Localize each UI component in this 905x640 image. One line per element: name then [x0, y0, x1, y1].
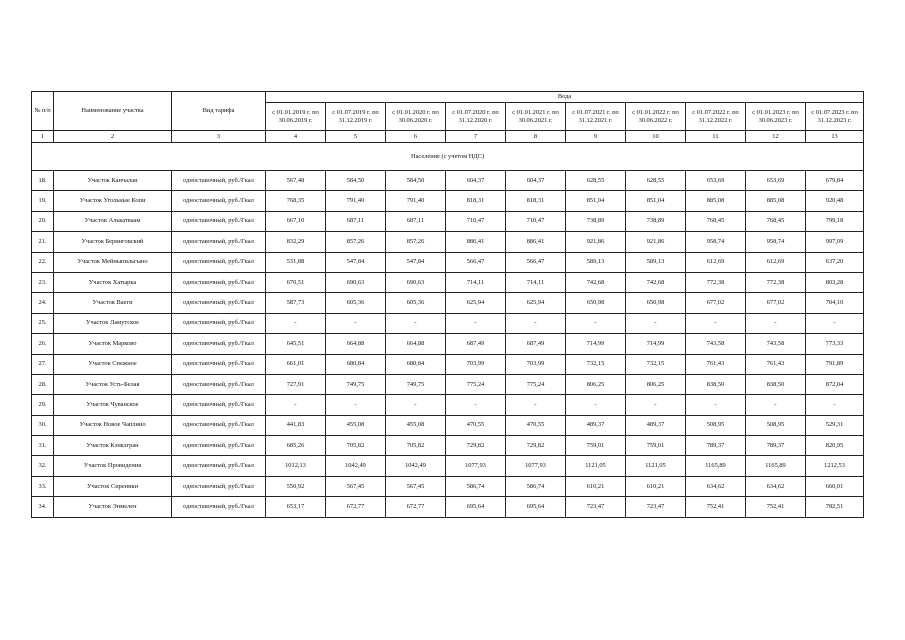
row-value-cell: 958,74 [746, 232, 806, 252]
row-tariff-cell: одноставочный, руб./Гкал [172, 252, 266, 272]
row-value-cell: 1042,49 [326, 456, 386, 476]
row-value-cell: 732,15 [566, 354, 626, 374]
row-value-cell: 714,11 [506, 272, 566, 292]
row-value-cell: 625,94 [446, 293, 506, 313]
header-period: с 01.07.2019 г. по 31.12.2019 г. [326, 103, 386, 131]
row-value-cell: - [326, 313, 386, 333]
row-value-cell: 761,43 [686, 354, 746, 374]
row-tariff-cell: одноставочный, руб./Гкал [172, 497, 266, 517]
column-number: 1 [32, 131, 54, 143]
row-value-cell: 586,74 [446, 476, 506, 496]
header-period: с 01.01.2022 г. по 30.06.2022 г. [626, 103, 686, 131]
column-number: 8 [506, 131, 566, 143]
row-name-cell: Участок Новое Чаплино [54, 415, 172, 435]
row-tariff-cell: одноставочный, руб./Гкал [172, 272, 266, 292]
row-number-cell: 31. [32, 436, 54, 456]
row-tariff-cell: одноставочный, руб./Гкал [172, 334, 266, 354]
row-name-cell: Участок Ваеги [54, 293, 172, 313]
row-value-cell: 886,41 [446, 232, 506, 252]
row-value-cell: 670,51 [266, 272, 326, 292]
row-value-cell: - [806, 395, 864, 415]
row-value-cell: - [446, 395, 506, 415]
row-name-cell: Участок Снежное [54, 354, 172, 374]
row-value-cell: 612,69 [746, 252, 806, 272]
row-value-cell: - [506, 313, 566, 333]
row-value-cell: 587,73 [266, 293, 326, 313]
row-value-cell: 690,63 [326, 272, 386, 292]
table-row [32, 272, 864, 292]
row-value-cell: 749,75 [326, 374, 386, 394]
row-value-cell: 714,99 [566, 334, 626, 354]
row-number-cell: 34. [32, 497, 54, 517]
row-value-cell: 997,09 [806, 232, 864, 252]
row-value-cell: 789,37 [686, 436, 746, 456]
row-value-cell: 1077,93 [446, 456, 506, 476]
row-value-cell: 687,49 [446, 334, 506, 354]
column-number: 12 [746, 131, 806, 143]
row-value-cell: 768,35 [266, 191, 326, 211]
row-value-cell: 508,95 [746, 415, 806, 435]
row-value-cell: 921,86 [626, 232, 686, 252]
row-number-cell: 30. [32, 415, 54, 435]
row-value-cell: 687,11 [326, 211, 386, 231]
row-value-cell: 664,88 [386, 334, 446, 354]
header-num: № п/п [32, 92, 54, 131]
row-number-cell: 29. [32, 395, 54, 415]
tariff-table [31, 91, 864, 518]
row-value-cell: 838,50 [686, 374, 746, 394]
row-value-cell: 584,50 [326, 171, 386, 191]
row-value-cell: 650,98 [626, 293, 686, 313]
row-value-cell: 690,63 [386, 272, 446, 292]
row-value-cell: 687,11 [386, 211, 446, 231]
row-value-cell: 885,08 [746, 191, 806, 211]
row-tariff-cell: одноставочный, руб./Гкал [172, 456, 266, 476]
row-name-cell: Участок Алькатваам [54, 211, 172, 231]
row-value-cell: 705,82 [386, 436, 446, 456]
row-value-cell: - [386, 313, 446, 333]
row-tariff-cell: одноставочный, руб./Гкал [172, 232, 266, 252]
row-value-cell: - [266, 313, 326, 333]
row-value-cell: 567,48 [266, 171, 326, 191]
row-value-cell: 851,04 [626, 191, 686, 211]
row-value-cell: 455,08 [326, 415, 386, 435]
row-value-cell: 610,21 [566, 476, 626, 496]
row-value-cell: 752,41 [746, 497, 806, 517]
row-value-cell: 645,51 [266, 334, 326, 354]
row-value-cell: 667,10 [266, 211, 326, 231]
row-value-cell: - [686, 395, 746, 415]
row-value-cell: 567,45 [326, 476, 386, 496]
row-value-cell: 710,47 [446, 211, 506, 231]
row-value-cell: - [266, 395, 326, 415]
row-value-cell: 610,21 [626, 476, 686, 496]
row-value-cell: 584,50 [386, 171, 446, 191]
row-value-cell: 727,91 [266, 374, 326, 394]
table-row [32, 293, 864, 313]
row-value-cell: 851,04 [566, 191, 626, 211]
row-number-cell: 28. [32, 374, 54, 394]
row-value-cell: - [746, 313, 806, 333]
row-value-cell: 791,89 [806, 354, 864, 374]
row-value-cell: 589,13 [626, 252, 686, 272]
row-tariff-cell: одноставочный, руб./Гкал [172, 476, 266, 496]
row-value-cell: 634,62 [686, 476, 746, 496]
row-tariff-cell: одноставочный, руб./Гкал [172, 354, 266, 374]
row-name-cell: Участок Сиреники [54, 476, 172, 496]
column-number: 6 [386, 131, 446, 143]
row-value-cell: 806,25 [626, 374, 686, 394]
row-value-cell: - [806, 313, 864, 333]
row-value-cell: 886,41 [506, 232, 566, 252]
row-value-cell: 664,88 [326, 334, 386, 354]
table-row [32, 334, 864, 354]
row-name-cell: Участок Провидения [54, 456, 172, 476]
row-value-cell: 818,31 [506, 191, 566, 211]
row-value-cell: 729,82 [446, 436, 506, 456]
row-value-cell: 723,47 [626, 497, 686, 517]
row-name-cell: Участок Ламутское [54, 313, 172, 333]
row-value-cell: 589,13 [566, 252, 626, 272]
row-value-cell: 1121,05 [566, 456, 626, 476]
row-value-cell: 772,38 [746, 272, 806, 292]
row-value-cell: 677,02 [686, 293, 746, 313]
row-number-cell: 24. [32, 293, 54, 313]
row-value-cell: 470,55 [446, 415, 506, 435]
row-number-cell: 25. [32, 313, 54, 333]
row-name-cell: Участок Чуванское [54, 395, 172, 415]
row-number-cell: 22. [32, 252, 54, 272]
row-value-cell: 529,31 [806, 415, 864, 435]
row-value-cell: 531,88 [266, 252, 326, 272]
row-value-cell: 653,17 [266, 497, 326, 517]
row-number-cell: 20. [32, 211, 54, 231]
row-value-cell: - [686, 313, 746, 333]
header-tariff: Вид тарифа [172, 92, 266, 131]
row-number-cell: 32. [32, 456, 54, 476]
row-value-cell: 650,98 [566, 293, 626, 313]
row-value-cell: 679,84 [806, 171, 864, 191]
row-value-cell: 441,83 [266, 415, 326, 435]
row-value-cell: - [506, 395, 566, 415]
row-number-cell: 19. [32, 191, 54, 211]
header-period: с 01.01.2023 г. по 30.06.2023 г. [746, 103, 806, 131]
row-value-cell: 738,89 [626, 211, 686, 231]
row-value-cell: 885,08 [686, 191, 746, 211]
row-name-cell: Участок Канчалан [54, 171, 172, 191]
row-value-cell: 782,51 [806, 497, 864, 517]
row-value-cell: 680,84 [386, 354, 446, 374]
row-value-cell: 752,41 [686, 497, 746, 517]
row-value-cell: 791,40 [386, 191, 446, 211]
row-tariff-cell: одноставочный, руб./Гкал [172, 395, 266, 415]
table-row [32, 476, 864, 496]
table-row [32, 252, 864, 272]
row-value-cell: 714,99 [626, 334, 686, 354]
row-value-cell: 677,02 [746, 293, 806, 313]
row-value-cell: 743,58 [746, 334, 806, 354]
row-value-cell: 489,37 [566, 415, 626, 435]
row-number-cell: 23. [32, 272, 54, 292]
row-name-cell: Участок Угольные Копи [54, 191, 172, 211]
row-value-cell: 547,84 [386, 252, 446, 272]
row-value-cell: - [746, 395, 806, 415]
row-value-cell: 872,04 [806, 374, 864, 394]
column-number: 10 [626, 131, 686, 143]
row-name-cell: Участок Энмелен [54, 497, 172, 517]
row-value-cell: 832,29 [266, 232, 326, 252]
row-value-cell: 958,74 [686, 232, 746, 252]
row-tariff-cell: одноставочный, руб./Гкал [172, 293, 266, 313]
row-value-cell: 628,55 [626, 171, 686, 191]
row-value-cell: 1077,93 [506, 456, 566, 476]
row-number-cell: 26. [32, 334, 54, 354]
row-value-cell: 806,25 [566, 374, 626, 394]
table-row [32, 191, 864, 211]
row-number-cell: 18. [32, 171, 54, 191]
row-value-cell: 1165,89 [686, 456, 746, 476]
column-number: 2 [54, 131, 172, 143]
row-value-cell: 489,37 [626, 415, 686, 435]
row-value-cell: 567,45 [386, 476, 446, 496]
column-number: 13 [806, 131, 864, 143]
row-value-cell: 685,26 [266, 436, 326, 456]
row-value-cell: - [446, 313, 506, 333]
table-row [32, 374, 864, 394]
header-period: с 01.01.2021 г. по 30.06.2021 г. [506, 103, 566, 131]
row-value-cell: - [386, 395, 446, 415]
column-number: 9 [566, 131, 626, 143]
row-value-cell: 789,37 [746, 436, 806, 456]
row-value-cell: 857,26 [386, 232, 446, 252]
header-name: Наименование участка [54, 92, 172, 131]
tariff-document [31, 91, 863, 518]
row-value-cell: 625,94 [506, 293, 566, 313]
row-value-cell: 838,50 [746, 374, 806, 394]
row-value-cell: 547,84 [326, 252, 386, 272]
row-value-cell: 772,38 [686, 272, 746, 292]
row-value-cell: 857,26 [326, 232, 386, 252]
row-name-cell: Участок Беринговский [54, 232, 172, 252]
header-period: с 01.07.2022 г. по 31.12.2022 г. [686, 103, 746, 131]
row-tariff-cell: одноставочный, руб./Гкал [172, 415, 266, 435]
row-value-cell: 566,47 [506, 252, 566, 272]
row-value-cell: 604,37 [446, 171, 506, 191]
row-value-cell: 742,68 [566, 272, 626, 292]
row-value-cell: 729,82 [506, 436, 566, 456]
row-number-cell: 21. [32, 232, 54, 252]
row-value-cell: - [566, 395, 626, 415]
row-value-cell: 586,74 [506, 476, 566, 496]
row-value-cell: 759,01 [566, 436, 626, 456]
row-value-cell: 791,40 [326, 191, 386, 211]
table-row [32, 436, 864, 456]
row-value-cell: 775,24 [506, 374, 566, 394]
row-value-cell: 653,69 [686, 171, 746, 191]
row-value-cell: 704,10 [806, 293, 864, 313]
row-value-cell: 818,31 [446, 191, 506, 211]
table-row [32, 313, 864, 333]
row-value-cell: 714,11 [446, 272, 506, 292]
row-value-cell: 710,47 [506, 211, 566, 231]
column-number: 5 [326, 131, 386, 143]
row-tariff-cell: одноставочный, руб./Гкал [172, 436, 266, 456]
row-value-cell: 672,77 [386, 497, 446, 517]
row-value-cell: 703,99 [506, 354, 566, 374]
row-tariff-cell: одноставочный, руб./Гкал [172, 171, 266, 191]
row-value-cell: 773,33 [806, 334, 864, 354]
row-value-cell: 566,47 [446, 252, 506, 272]
row-value-cell: 661,01 [266, 354, 326, 374]
row-value-cell: 628,55 [566, 171, 626, 191]
row-value-cell: 1121,05 [626, 456, 686, 476]
row-value-cell: 470,55 [506, 415, 566, 435]
header-group-water: Вода [266, 92, 864, 103]
header-period: с 01.07.2020 г. по 31.12.2020 г. [446, 103, 506, 131]
row-value-cell: 1042,49 [386, 456, 446, 476]
row-value-cell: 738,89 [566, 211, 626, 231]
row-value-cell: - [566, 313, 626, 333]
column-number: 7 [446, 131, 506, 143]
row-value-cell: 1165,89 [746, 456, 806, 476]
row-value-cell: 695,64 [446, 497, 506, 517]
table-row [32, 456, 864, 476]
row-value-cell: 759,01 [626, 436, 686, 456]
row-name-cell: Участок Мейныпильгыно [54, 252, 172, 272]
row-tariff-cell: одноставочный, руб./Гкал [172, 211, 266, 231]
row-value-cell: 743,58 [686, 334, 746, 354]
row-value-cell: 653,69 [746, 171, 806, 191]
header-period: с 01.01.2019 г. по 30.06.2019 г. [266, 103, 326, 131]
table-row [32, 171, 864, 191]
row-value-cell: 732,15 [626, 354, 686, 374]
row-value-cell: - [626, 313, 686, 333]
column-number: 4 [266, 131, 326, 143]
row-value-cell: - [326, 395, 386, 415]
row-value-cell: 768,45 [746, 211, 806, 231]
row-value-cell: 605,36 [326, 293, 386, 313]
row-value-cell: 749,75 [386, 374, 446, 394]
column-number: 3 [172, 131, 266, 143]
row-value-cell: 455,08 [386, 415, 446, 435]
row-number-cell: 33. [32, 476, 54, 496]
row-value-cell: 742,68 [626, 272, 686, 292]
row-value-cell: 680,84 [326, 354, 386, 374]
row-value-cell: - [626, 395, 686, 415]
row-value-cell: 768,45 [686, 211, 746, 231]
row-tariff-cell: одноставочный, руб./Гкал [172, 374, 266, 394]
section-label: Население (с учетом НДС) [32, 143, 864, 171]
row-value-cell: 687,49 [506, 334, 566, 354]
row-value-cell: 820,95 [806, 436, 864, 456]
table-row [32, 211, 864, 231]
row-tariff-cell: одноставочный, руб./Гкал [172, 313, 266, 333]
row-value-cell: 1012,13 [266, 456, 326, 476]
row-value-cell: 803,28 [806, 272, 864, 292]
row-value-cell: 550,92 [266, 476, 326, 496]
row-name-cell: Участок Марково [54, 334, 172, 354]
row-name-cell: Участок Кэнкэгран [54, 436, 172, 456]
row-name-cell: Участок Хатырка [54, 272, 172, 292]
row-name-cell: Участок Усть-Белая [54, 374, 172, 394]
row-value-cell: 612,69 [686, 252, 746, 272]
row-value-cell: 921,86 [566, 232, 626, 252]
row-value-cell: 637,20 [806, 252, 864, 272]
row-value-cell: 1212,53 [806, 456, 864, 476]
header-period: с 01.01.2020 г. по 30.06.2020 г. [386, 103, 446, 131]
table-row [32, 415, 864, 435]
row-value-cell: 672,77 [326, 497, 386, 517]
row-value-cell: 695,64 [506, 497, 566, 517]
column-number: 11 [686, 131, 746, 143]
row-value-cell: 799,18 [806, 211, 864, 231]
row-value-cell: 920,48 [806, 191, 864, 211]
row-number-cell: 27. [32, 354, 54, 374]
table-row [32, 395, 864, 415]
table-row [32, 497, 864, 517]
row-value-cell: 775,24 [446, 374, 506, 394]
row-value-cell: 723,47 [566, 497, 626, 517]
row-value-cell: 604,37 [506, 171, 566, 191]
row-tariff-cell: одноставочный, руб./Гкал [172, 191, 266, 211]
row-value-cell: 703,99 [446, 354, 506, 374]
row-value-cell: 660,01 [806, 476, 864, 496]
row-value-cell: 634,62 [746, 476, 806, 496]
table-row [32, 354, 864, 374]
header-period: с 01.07.2021 г. по 31.12.2021 г. [566, 103, 626, 131]
table-row [32, 232, 864, 252]
header-period: с 01.07.2023 г. по 31.12.2023 г. [806, 103, 864, 131]
row-value-cell: 605,36 [386, 293, 446, 313]
row-value-cell: 761,43 [746, 354, 806, 374]
row-value-cell: 508,95 [686, 415, 746, 435]
row-value-cell: 705,82 [326, 436, 386, 456]
